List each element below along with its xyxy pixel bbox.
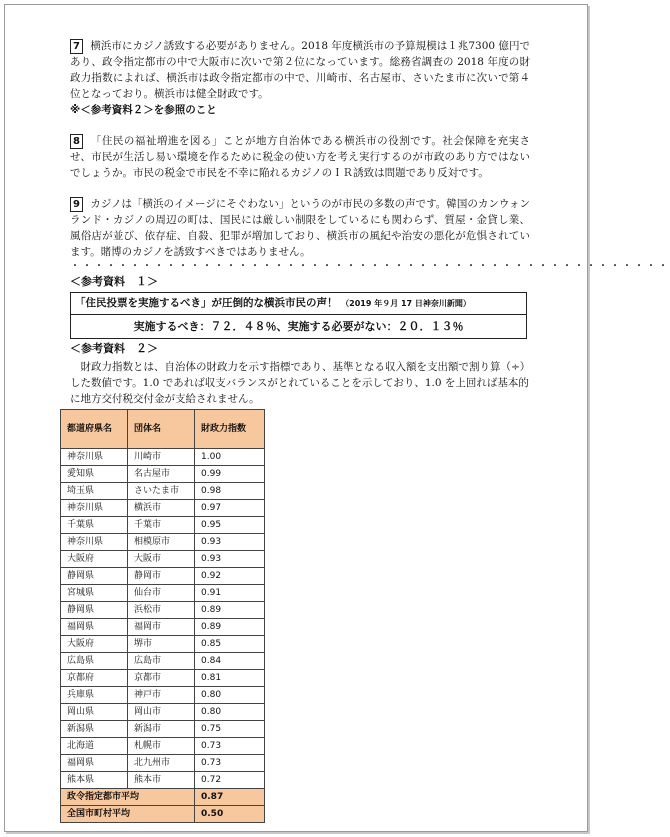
prefecture-cell: 福岡県	[61, 619, 128, 636]
average-label: 全国市町村平均	[61, 806, 195, 823]
municipality-cell: 相模原市	[128, 534, 195, 551]
average-value: 0.50	[195, 806, 265, 823]
table-row	[61, 670, 265, 687]
prefecture-cell: 岡山県	[61, 704, 128, 721]
index-cell: 0.95	[195, 517, 265, 534]
prefecture-cell: 神奈川県	[61, 500, 128, 517]
prefecture-cell: 愛知県	[61, 466, 128, 483]
prefecture-cell: 兵庫県	[61, 687, 128, 704]
paragraph-8	[70, 133, 530, 181]
table-row	[61, 687, 265, 704]
table-row	[61, 483, 265, 500]
prefecture-cell: 福岡県	[61, 755, 128, 772]
reference-1-heading: ＜参考資料 １＞	[70, 275, 158, 288]
header-prefecture: 都道府県名	[61, 410, 128, 449]
index-cell: 0.75	[195, 721, 265, 738]
paragraph-number: 8	[70, 134, 83, 149]
index-cell: 0.91	[195, 585, 265, 602]
table-row	[61, 636, 265, 653]
municipality-cell: 仙台市	[128, 585, 195, 602]
index-cell: 0.80	[195, 687, 265, 704]
municipality-cell: 北九州市	[128, 755, 195, 772]
prefecture-cell: 千葉県	[61, 517, 128, 534]
paragraph-7	[70, 38, 530, 118]
index-cell: 0.98	[195, 483, 265, 500]
table-row	[61, 500, 265, 517]
table-row	[61, 534, 265, 551]
index-cell: 0.97	[195, 500, 265, 517]
municipality-cell: 神戸市	[128, 687, 195, 704]
municipality-cell: 堺市	[128, 636, 195, 653]
prefecture-cell: 大阪府	[61, 551, 128, 568]
table-body	[61, 449, 265, 823]
table-row	[61, 704, 265, 721]
index-cell: 0.89	[195, 602, 265, 619]
table-header-row	[61, 410, 265, 449]
prefecture-cell: 神奈川県	[61, 534, 128, 551]
municipality-cell: 川崎市	[128, 449, 195, 466]
municipality-cell: 札幌市	[128, 738, 195, 755]
reference-2-heading: ＜参考資料 ２＞	[70, 342, 158, 355]
table-row	[61, 568, 265, 585]
prefecture-cell: 静岡県	[61, 602, 128, 619]
prefecture-cell: 埼玉県	[61, 483, 128, 500]
index-cell: 0.81	[195, 670, 265, 687]
prefecture-cell: 新潟県	[61, 721, 128, 738]
municipality-cell: 熊本市	[128, 772, 195, 789]
prefecture-cell: 静岡県	[61, 568, 128, 585]
document-content	[67, 38, 670, 823]
paragraph-text: 横浜市にカジノ誘致する必要がありません。2018 年度横浜市の予算規模は１兆7300 億円であり、政令指定都市の中で大阪市に次いで第２位になっています。総務省調査の 2018 年度の財政力指数によれば、横浜市は政令指定都市の中で、川崎市、名古屋市、さいたま市に次いで第４位となっており。横浜市は健全財政です。	[70, 40, 530, 100]
index-cell: 0.93	[195, 534, 265, 551]
index-cell: 0.93	[195, 551, 265, 568]
table-row	[61, 738, 265, 755]
table-row	[61, 602, 265, 619]
municipality-cell: 大阪市	[128, 551, 195, 568]
table-row	[61, 772, 265, 789]
table-row	[61, 449, 265, 466]
index-cell: 0.99	[195, 466, 265, 483]
table-row	[61, 551, 265, 568]
table-row	[61, 466, 265, 483]
paragraph-text: 「住民の福祉増進を図る」ことが地方自治体である横浜市の役割です。社会保障を充実させ、市民が生活し易い環境を作るために税金の使い方を考え実行するのが市政のあり方ではないでしょうか。市民の税金で市民を不幸に陥れるカジノのＩＲ誘致は問題であり反対です。	[70, 135, 530, 179]
table-row	[61, 653, 265, 670]
municipality-cell: 静岡市	[128, 568, 195, 585]
prefecture-cell: 北海道	[61, 738, 128, 755]
financial-index-table	[60, 409, 265, 823]
table-row	[61, 721, 265, 738]
index-cell: 0.85	[195, 636, 265, 653]
average-row	[61, 806, 265, 823]
index-cell: 0.73	[195, 738, 265, 755]
header-index: 財政力指数	[195, 410, 265, 449]
average-value: 0.87	[195, 789, 265, 806]
municipality-cell: 広島市	[128, 653, 195, 670]
paragraph-number: 7	[70, 39, 83, 54]
municipality-cell: 浜松市	[128, 602, 195, 619]
table-row	[61, 517, 265, 534]
municipality-cell: 福岡市	[128, 619, 195, 636]
index-cell: 0.84	[195, 653, 265, 670]
index-cell: 0.73	[195, 755, 265, 772]
municipality-cell: 京都市	[128, 670, 195, 687]
municipality-cell: 名古屋市	[128, 466, 195, 483]
reference-2-explanation: 財政力指数とは、自治体の財政力を示す指標であり、基準となる収入額を支出額で割り算（÷）した数値です。1.0 であれば収支バランスがとれていることを示しており、1.0 を上回れば基本的に地方交付税交付金が支給されません。	[70, 361, 529, 405]
municipality-cell: さいたま市	[128, 483, 195, 500]
paragraph-number: 9	[70, 197, 83, 212]
index-cell: 0.72	[195, 772, 265, 789]
table-row	[61, 585, 265, 602]
average-row	[61, 789, 265, 806]
municipality-cell: 新潟市	[128, 721, 195, 738]
municipality-cell: 千葉市	[128, 517, 195, 534]
reference-1-headline-row	[71, 293, 526, 315]
prefecture-cell: 宮城県	[61, 585, 128, 602]
municipality-cell: 横浜市	[128, 500, 195, 517]
table-row	[61, 755, 265, 772]
index-cell: 1.00	[195, 449, 265, 466]
index-cell: 0.80	[195, 704, 265, 721]
prefecture-cell: 広島県	[61, 653, 128, 670]
dotted-divider: ・・・・・・・・・・・・・・・・・・・・・・・・・・・・・・・・・・・・・・・・・・・・・・・・・・	[70, 261, 670, 272]
prefecture-cell: 神奈川県	[61, 449, 128, 466]
prefecture-cell: 京都府	[61, 670, 128, 687]
table-row	[61, 619, 265, 636]
reference-1-headline: 「住民投票を実施するべき」が圧倒的な横浜市民の声！	[75, 297, 338, 309]
municipality-cell: 岡山市	[128, 704, 195, 721]
reference-1-source: （2019 年９月 17 日神奈川新聞）	[341, 299, 471, 308]
header-municipality: 団体名	[128, 410, 195, 449]
index-cell: 0.92	[195, 568, 265, 585]
paragraph-text: カジノは「横浜のイメージにそぐわない」というのが市民の多数の声です。韓国のカンウォンランド・カジノの周辺の町は、国民には厳しい制限をしているにも関わらず、質屋・金貸し業、風俗店が並び、依存症、自殺、犯罪が増加しており、横浜市の風紀や治安の悪化が危惧されています。賭博のカジノを誘致すべきではありません。	[70, 198, 530, 258]
reference-1-box	[70, 292, 527, 339]
reference-note: ※＜参考資料２＞を参照のこと	[70, 104, 217, 116]
paragraph-9	[70, 196, 530, 260]
prefecture-cell: 熊本県	[61, 772, 128, 789]
reference-1-result: 実施するべき：７２．４８％、実施する必要がない：２０．１３％	[133, 320, 464, 333]
average-label: 政令指定都市平均	[61, 789, 195, 806]
prefecture-cell: 大阪府	[61, 636, 128, 653]
index-cell: 0.89	[195, 619, 265, 636]
